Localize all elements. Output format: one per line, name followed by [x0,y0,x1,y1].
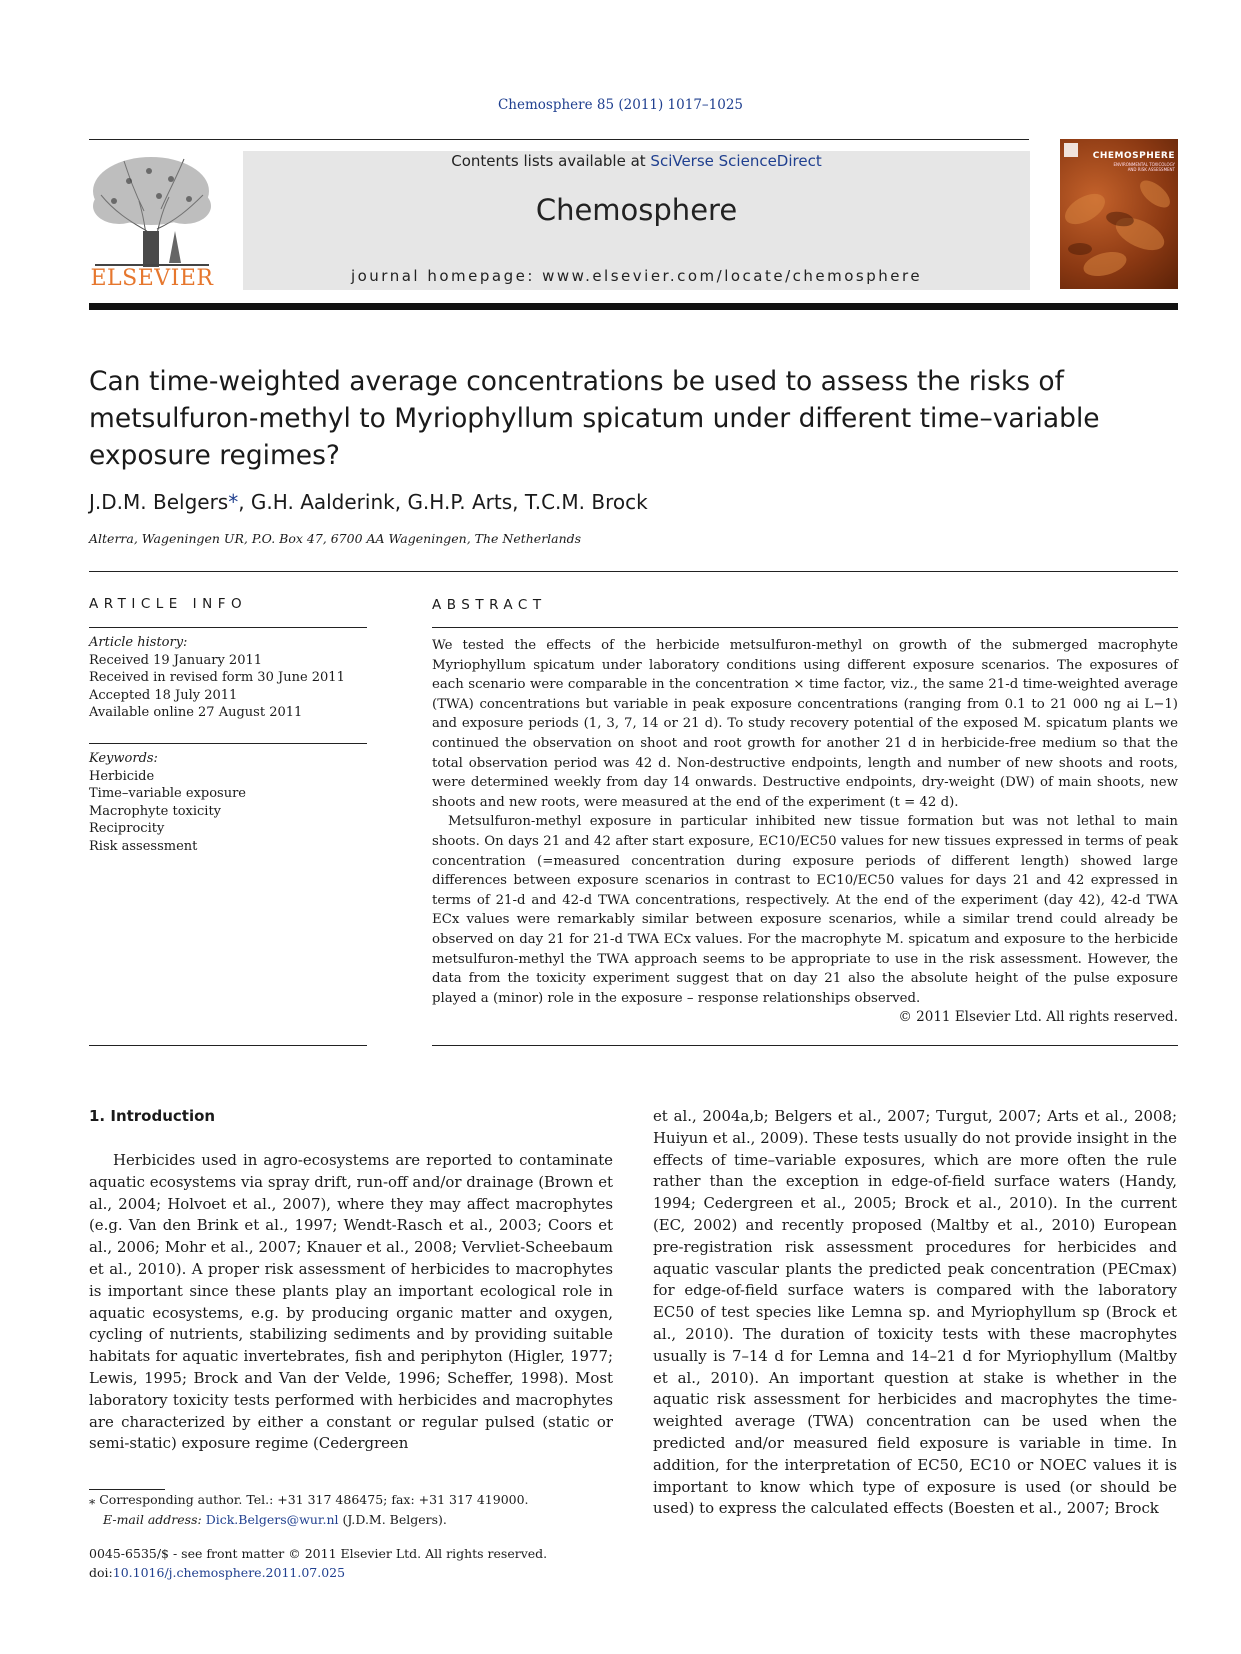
contents-line [243,152,1030,170]
history-item: Accepted 18 July 2011 [89,687,238,703]
affiliation: Alterra, Wageningen UR, P.O. Box 47, 6700 AA Wageningen, The Netherlands [89,531,582,546]
cover-title: CHEMOSPHERE [1092,151,1175,161]
keyword-item: Time–variable exposure [89,786,246,801]
keyword-item: Macrophyte toxicity [89,803,222,819]
abstract-copyright: © 2011 Elsevier Ltd. All rights reserved. [898,1009,1178,1026]
email-suffix: (J.D.M. Belgers). [338,1512,447,1527]
front-matter [89,1545,547,1582]
history-label: Article history: [89,635,188,650]
other-authors: , G.H. Aalderink, G.H.P. Arts, T.C.M. Brock [238,490,648,514]
article-info-heading: ARTICLE INFO [89,596,248,612]
keyword-item: Herbicide [89,768,155,784]
issn-line: 0045-6535/$ - see front matter © 2011 Elsevier Ltd. All rights reserved. [89,1546,548,1561]
history-rule [89,743,367,744]
keywords-rule [89,1045,367,1046]
keyword-item: Reciprocity [89,821,165,836]
abstract-paragraph: We tested the effects of the herbicide metsulfuron-methyl on growth of the submerged macrophyte Myriophyllum spicatum under laboratory conditions using different exposure scenarios. The exposures of each scenario were comparable in the concentration × time factor, viz., the same 21-d time-weighted average (TWA) concentrations but variable in peak exposure concentrations (ranging from 0.1 to 21 000 ng ai L−1) and exposure periods (1, 3, 7, 14 or 21 d). To study recovery potential of the exposed M. spicatum plants we continued the observation on shoot and root growth for another 21 d in herbicide-free medium so that the total observation period was 42 d. Non-destructive endpoints, length and number of new shoots and roots, were determined weekly from day 14 onwards. Destructive endpoints, dry-weight (DW) of main shoots, new shoots and new roots, were measured at the end of the experiment (t = 42 d). [432,638,1178,810]
footnote-rule [89,1489,165,1490]
article-info-rule [89,627,367,628]
introduction-heading: 1. Introduction [89,1107,216,1125]
journal-citation[interactable]: Chemosphere 85 (2011) 1017–1025 [497,97,744,113]
abstract-paragraph: Metsulfuron-methyl exposure in particular inhibited new tissue formation but was not lethal to main shoots. On days 21 and 42 after start exposure, EC10/EC50 values for new tissues expressed in terms of peak concentration (=measured concentration during exposure periods of different length) showed large differences between exposure scenarios in contrast to EC10/EC50 values for days 21 and 42 expressed in terms of 21-d and 42-d TWA concentrations, respectively. At the end of the experiment (day 42), 42-d TWA ECx values were remarkably similar between exposure scenarios, while a similar trend could already be observed on day 21 for 21-d TWA ECx values. For the macrophyte M. spicatum and exposure to the herbicide metsulfuron-methyl the TWA approach seems to be appropriate to use in the risk assessment. However, the data from the toxicity experiment suggest that on day 21 also the absolute height of the pulse exposure played a (minor) role in the exposure – response relationships observed. [432,814,1178,1006]
header-rule [89,139,1029,140]
corresponding-author-note: ⁎ Corresponding author. Tel.: +31 317 486475; fax: +31 317 419000. [89,1492,529,1507]
introduction-left-column: Herbicides used in agro-ecosystems are reported to contaminate aquatic ecosystems via spray drift, run-off and/or drainage (Brown et al., 2004; Holvoet et al., 2007), where they may affect macrophytes (e.g. Van den Brink et al., 1997; Wendt-Rasch et al., 2003; Coors et al., 2006; Mohr et al., 2007; Knauer et al., 2008; Vervliet-Scheebaum et al., 2010). A proper risk assessment of herbicides to macrophytes is important since these plants play an important ecological role in aquatic ecosystems, e.g. by producing organic matter and oxygen, cycling of nutrients, stabilizing sediments and by providing suitable habitats for aquatic invertebrates, fish and periphyton (Higler, 1977; Lewis, 1995; Brock and Van der Velde, 1996; Scheffer, 1998). Most laboratory toxicity tests performed with herbicides and macrophytes are characterized by either a constant or regular pulsed (static or semi-static) exposure regime (Cedergreen [89,1151,613,1453]
abstract-rule [432,627,1178,628]
elsevier-wordmark: ELSEVIER [90,266,214,291]
abstract-body [432,636,1178,1028]
article-history [89,634,369,722]
header-divider [89,303,1178,310]
keywords-label: Keywords: [89,751,158,766]
contents-prefix: Contents lists available at [451,152,651,170]
history-item: Received 19 January 2011 [89,652,263,668]
email-label: E-mail address: [103,1512,206,1527]
author-list [89,490,648,514]
email-link[interactable]: Dick.Belgers@wur.nl [205,1512,339,1527]
history-item: Received in revised form 30 June 2011 [89,670,345,685]
keywords [89,750,369,855]
journal-homepage[interactable]: journal homepage: www.elsevier.com/locate/chemosphere [350,267,923,285]
journal-banner [243,151,1030,290]
email-note [89,1511,643,1529]
keyword-item: Risk assessment [89,838,198,854]
introduction-right-column: et al., 2004a,b; Belgers et al., 2007; Turgut, 2007; Arts et al., 2008; Huiyun et al., 2009). These tests usually do not provide insight in the effects of time–variable exposures, which are more often the rule rather than the exception in edge-of-field surface waters (Handy, 1994; Cedergreen et al., 2005; Brock et al., 2010). In the current (EC, 2002) and recently proposed (Maltby et al., 2010) European pre-registration risk assessment procedures for herbicides and aquatic vascular plants the predicted peak concentration (PECmax) for edge-of-field surface waters is compared with the laboratory EC50 of test species like Lemna sp. and Myriophyllum sp (Brock et al., 2010). The duration of toxicity tests with these macrophytes usually is 7–14 d for Lemna and 14–21 d for Myriophyllum (Maltby et al., 2010). An important question at stake is whether in the aquatic risk assessment for herbicides and macrophytes the time-weighted average (TWA) concentration can be used when the predicted and/or measured field exposure is variable in time. In addition, for the interpretation of EC50, EC10 or NOEC values it is important to know which type of exposure is used (or should be used) to express the calculated effects (Boesten et al., 2007; Brock [653,1107,1177,1518]
first-author: J.D.M. Belgers [89,490,229,514]
doi-label: doi: [89,1564,113,1580]
doi-line [89,1564,547,1583]
doi-link[interactable]: 10.1016/j.chemosphere.2011.07.025 [112,1564,346,1580]
cover-subtitle: ENVIRONMENTAL TOXICOLOGY AND RISK ASSESSMENT [1113,162,1175,172]
article-title: Can time-weighted average concentrations be used to assess the risks of metsulfuron-methyl to Myriophyllum spicatum under different time–variable exposure regimes? [89,366,1100,471]
journal-cover-image [1060,139,1178,289]
journal-title: Chemosphere [535,193,738,227]
corresponding-author-mark[interactable]: * [228,490,239,514]
title-divider [89,571,1178,572]
sciencedirect-link[interactable]: SciVerse ScienceDirect [650,152,822,170]
history-item: Available online 27 August 2011 [89,705,303,720]
abstract-heading: ABSTRACT [432,597,547,613]
abstract-end-rule [432,1045,1178,1046]
